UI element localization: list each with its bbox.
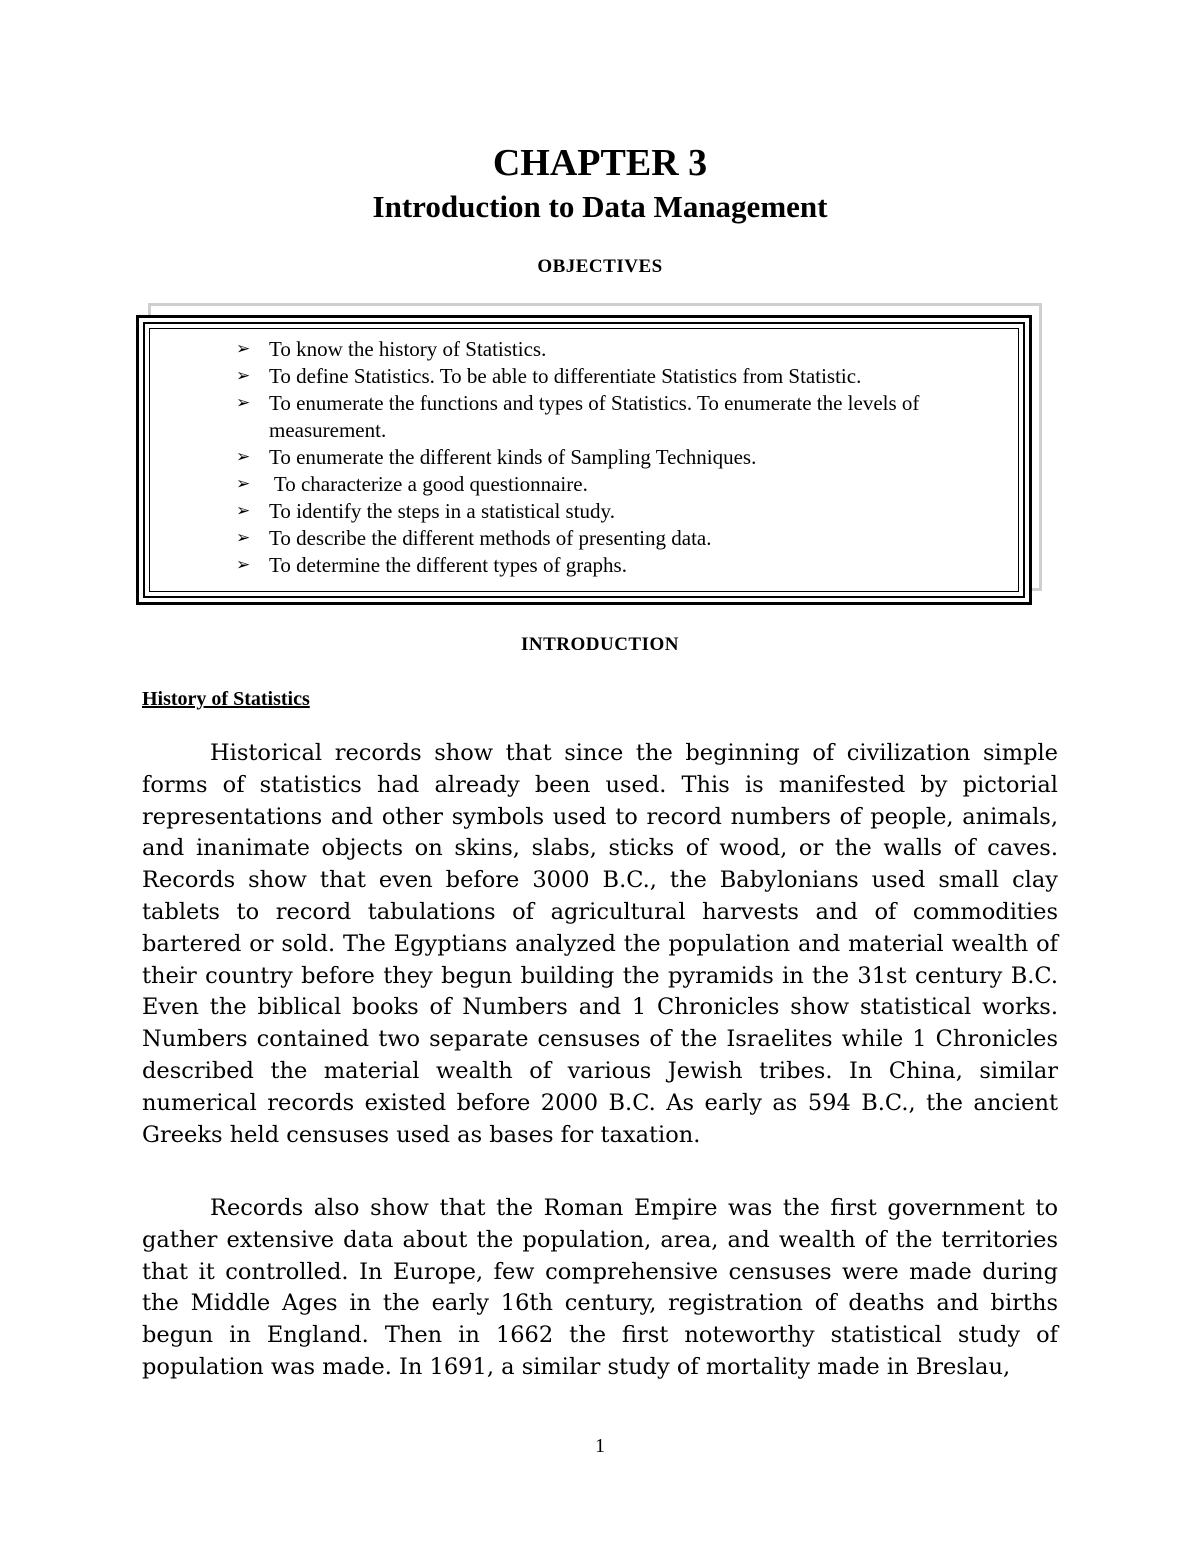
introduction-heading: INTRODUCTION xyxy=(520,634,680,655)
arrow-bullet-icon: ➢ xyxy=(236,393,251,413)
arrow-bullet-icon: ➢ xyxy=(236,447,251,467)
objective-text: To enumerate the functions and types of Statistics. To enumerate the levels of measurement. xyxy=(269,391,920,442)
objective-item xyxy=(236,336,1016,363)
objective-text: To know the history of Statistics. xyxy=(269,337,547,361)
arrow-bullet-icon: ➢ xyxy=(236,339,251,359)
objective-item xyxy=(236,525,1016,552)
objective-text: To identify the steps in a statistical study. xyxy=(269,499,615,523)
objective-item xyxy=(236,390,1016,444)
objective-item xyxy=(236,363,1016,390)
arrow-bullet-icon: ➢ xyxy=(236,366,251,386)
objective-text: To describe the different methods of presenting data. xyxy=(269,526,712,550)
body-paragraph-1: Historical records show that since the beginning of civilization simple forms of statistics had already been used. This is manifested by pictorial representations and other symbols used to record numbers of people, animals, and inanimate objects on skins, slabs, sticks of wood, or the walls of caves. Records show that even before 3000 B.C., the Babylonians used small clay tablets to record tabulations of agricultural harvests and of commodities bartered or sold. The Egyptians analyzed the population and material wealth of their country before they begun building the pyramids in the 31st century B.C. Even the biblical books of Numbers and 1 Chronicles show statistical works. Numbers contained two separate censuses of the Israelites while 1 Chronicles described the material wealth of various Jewish tribes. In China, similar numerical records existed before 2000 B.C. As early as 594 B.C., the ancient Greeks held censuses used as bases for taxation. xyxy=(142,740,1058,1148)
objective-text: To define Statistics. To be able to differentiate Statistics from Statistic. xyxy=(269,364,862,388)
arrow-bullet-icon: ➢ xyxy=(236,474,251,494)
arrow-bullet-icon: ➢ xyxy=(236,501,251,521)
objective-item xyxy=(236,471,1016,498)
arrow-bullet-icon: ➢ xyxy=(236,528,251,548)
page-number: 1 xyxy=(595,1435,605,1457)
objectives-list xyxy=(236,336,1016,579)
objective-item xyxy=(236,498,1016,525)
objective-item xyxy=(236,444,1016,471)
objective-text: To enumerate the different kinds of Sampling Techniques. xyxy=(269,445,757,469)
arrow-bullet-icon: ➢ xyxy=(236,555,251,575)
body-paragraph-2: Records also show that the Roman Empire was the first government to gather extensive data about the population, area, and wealth of the territories that it controlled. In Europe, few comprehensive censuses were made during the Middle Ages in the early 16th century, registration of deaths and births begun in England. Then in 1662 the first noteworthy statistical study of population was made. In 1691, a similar study of mortality made in Breslau, xyxy=(142,1195,1058,1380)
chapter-subtitle: Introduction to Data Management xyxy=(372,189,828,224)
chapter-title: CHAPTER 3 xyxy=(492,142,708,184)
objective-text: To characterize a good questionnaire. xyxy=(269,472,588,496)
objective-item xyxy=(236,552,1016,579)
objective-text: To determine the different types of graphs. xyxy=(269,553,627,577)
objectives-heading: OBJECTIVES xyxy=(537,256,663,277)
section-heading-history: History of Statistics xyxy=(142,688,310,710)
